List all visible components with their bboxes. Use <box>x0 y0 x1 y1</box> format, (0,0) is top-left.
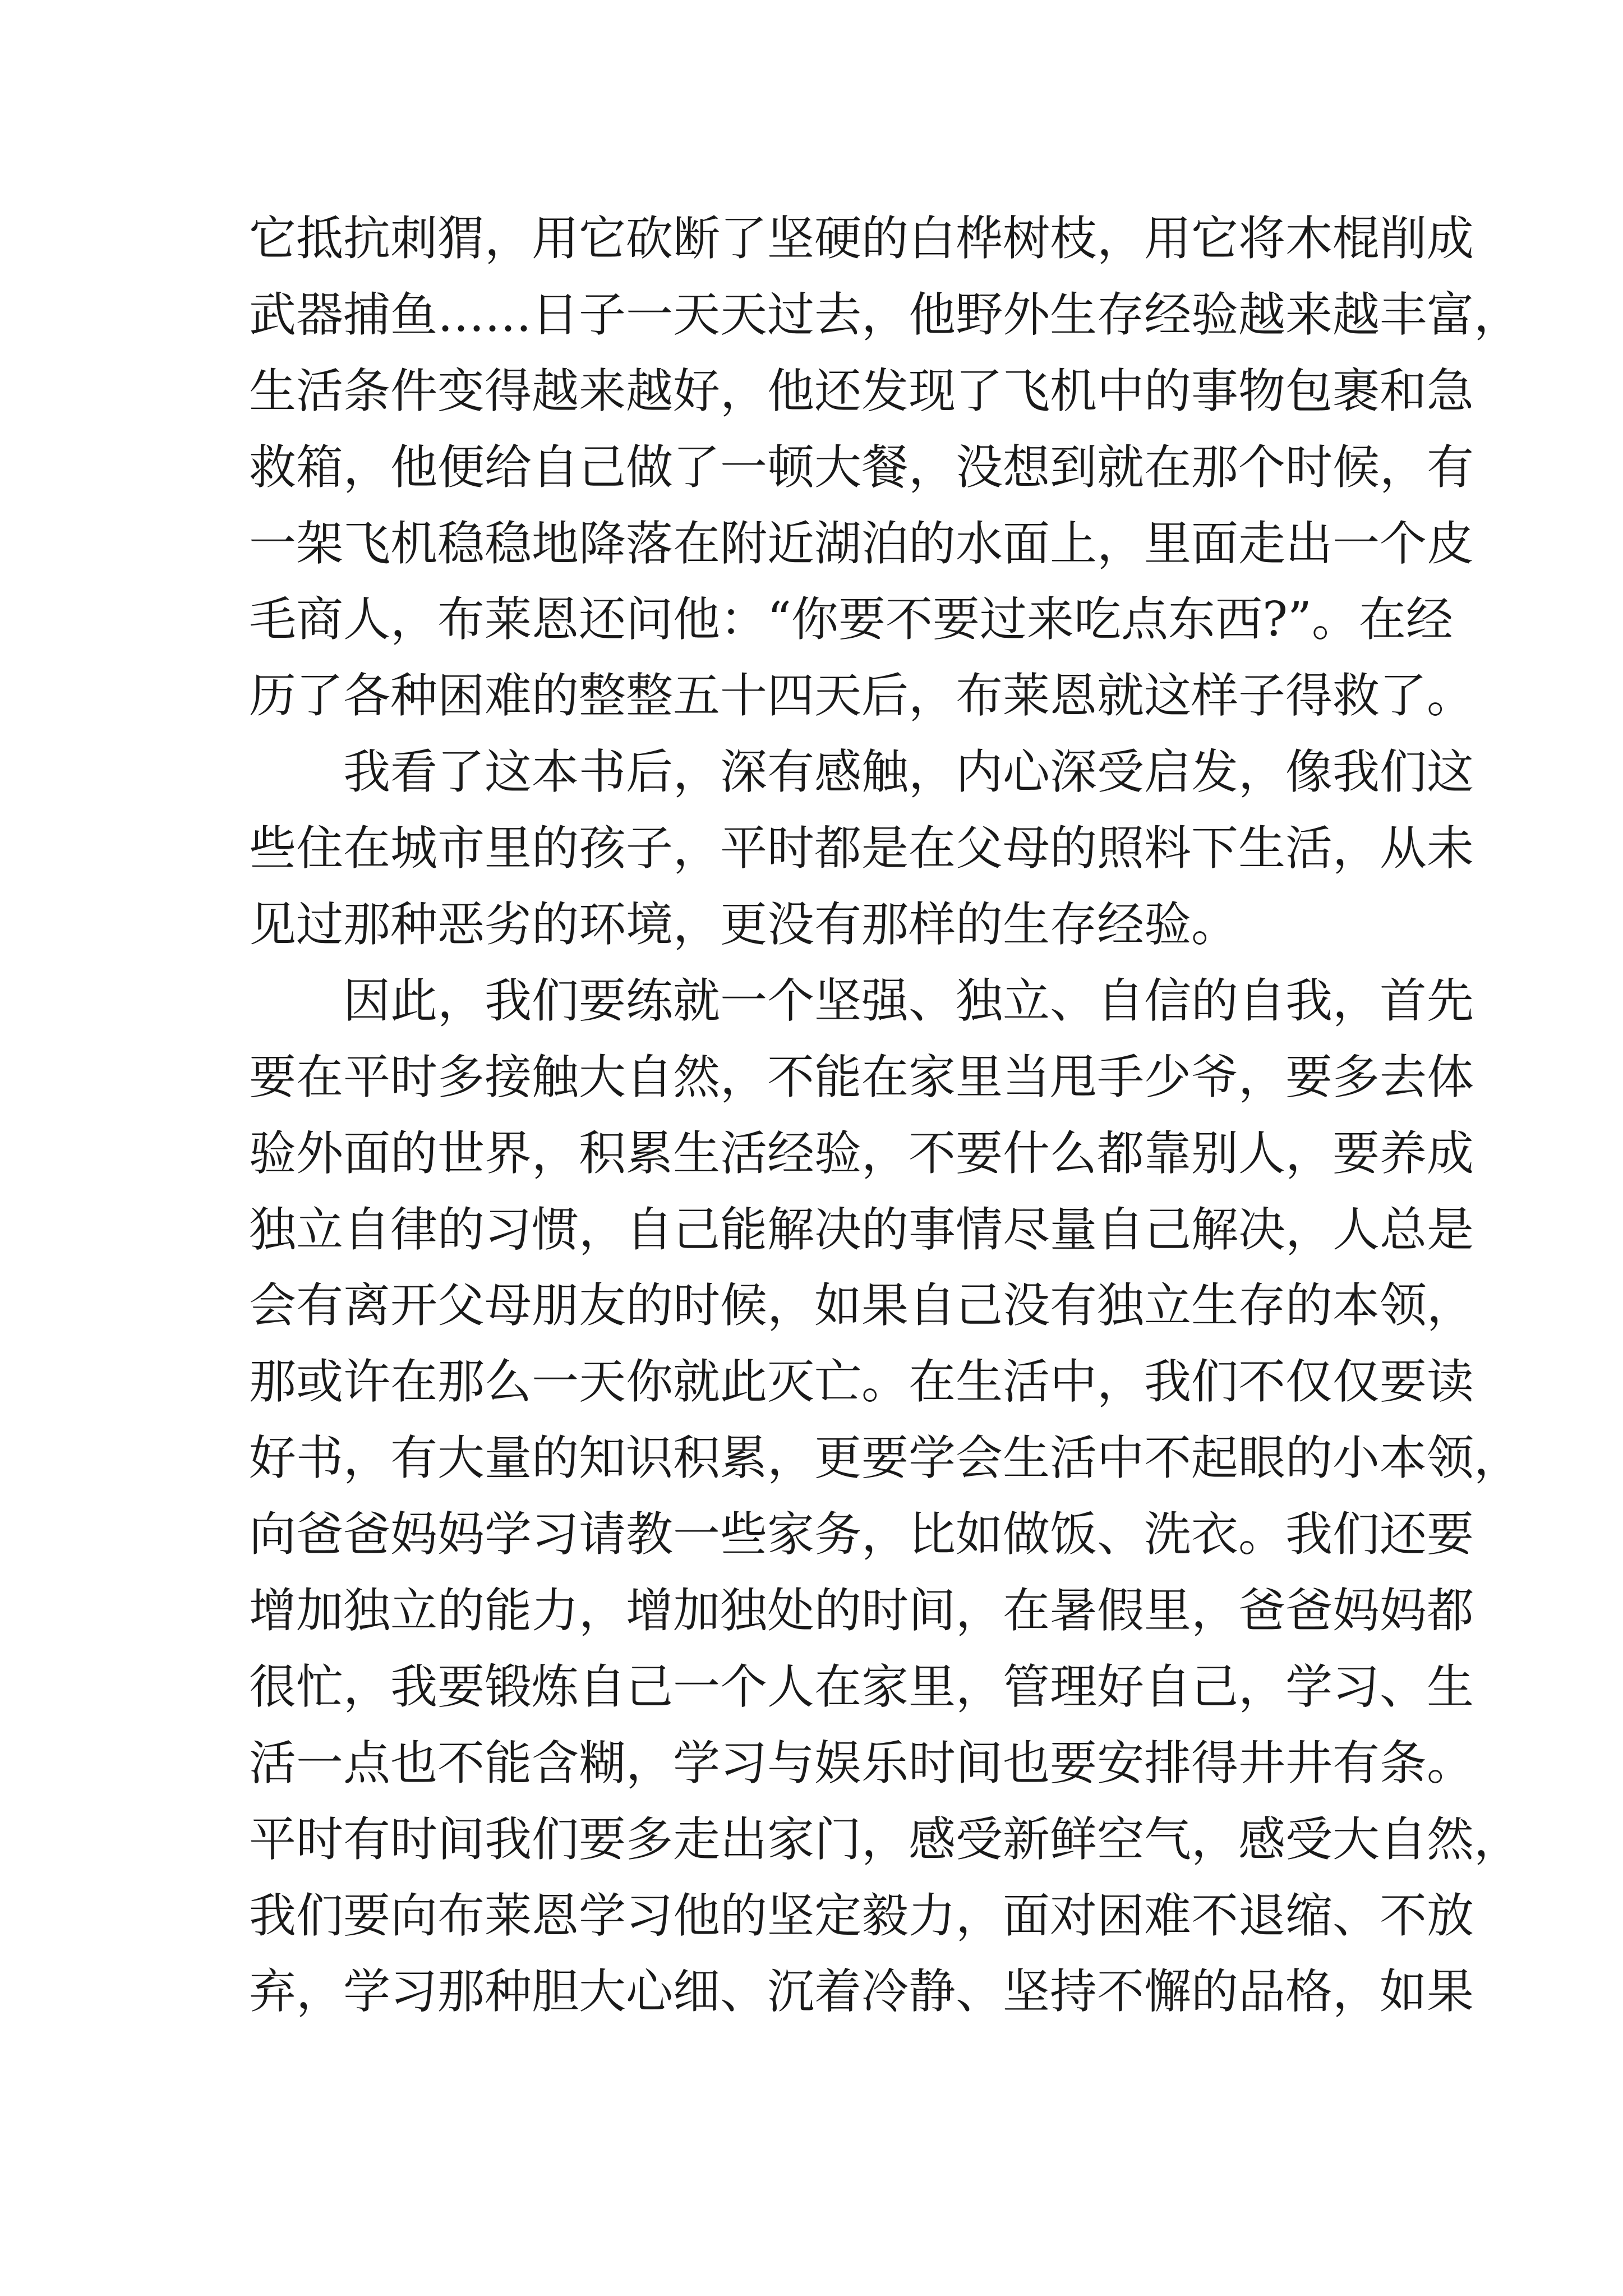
text-line: 向爸爸妈妈学习请教一些家务，比如做饭、洗衣。我们还要 <box>249 1507 1474 1562</box>
body-text <box>249 201 1521 2030</box>
text-line: 些住在城市里的孩子，平时都是在父母的照料下生活，从未 <box>249 821 1474 876</box>
text-line: 救箱，他便给自己做了一顿大餐，没想到就在那个时候，有 <box>249 439 1474 495</box>
text-line: 很忙，我要锻炼自己一个人在家里，管理好自己，学习、生 <box>249 1659 1474 1714</box>
text-line: 我们要向布莱恩学习他的坚定毅力，面对困难不退缩、不放 <box>249 1888 1474 1943</box>
text-line: 验外面的世界，积累生活经验，不要什么都靠别人，要养成 <box>249 1125 1474 1181</box>
text-line-indented: 我看了这本书后，深有感触，内心深受启发，像我们这 <box>343 744 1474 800</box>
text-line: 要在平时多接触大自然，不能在家里当甩手少爷，要多去体 <box>249 1049 1474 1105</box>
text-line: 它抵抗刺猬，用它砍断了坚硬的白桦树枝，用它将木棍削成 <box>249 211 1474 266</box>
text-line: 一架飞机稳稳地降落在附近湖泊的水面上，里面走出一个皮 <box>249 516 1474 571</box>
text-line: 独立自律的习惯，自己能解决的事情尽量自己解决，人总是 <box>249 1202 1474 1257</box>
text-line: 生活条件变得越来越好，他还发现了飞机中的事物包裹和急 <box>249 363 1474 418</box>
text-line: 武器捕鱼……日子一天天过去，他野外生存经验越来越丰富， <box>249 287 1521 342</box>
text-line: 增加独立的能力，增加独处的时间，在暑假里，爸爸妈妈都 <box>249 1583 1474 1639</box>
text-line: 见过那种恶劣的环境，更没有那样的生存经验。 <box>249 897 1239 953</box>
text-line: 平时有时间我们要多走出家门，感受新鲜空气，感受大自然， <box>249 1811 1521 1867</box>
text-line: 会有离开父母朋友的时候，如果自己没有独立生存的本领， <box>249 1278 1474 1333</box>
text-line: 弃，学习那种胆大心细、沉着冷静、坚持不懈的品格，如果 <box>249 1964 1474 2019</box>
text-line: 好书，有大量的知识积累，更要学会生活中不起眼的小本领， <box>249 1430 1521 1486</box>
text-line: 活一点也不能含糊，学习与娱乐时间也要安排得井井有条。 <box>249 1735 1474 1791</box>
text-line: 毛商人，布莱恩还问他：“你要不要过来吃点东西?”。在经 <box>249 592 1453 647</box>
text-line-indented: 因此，我们要练就一个坚强、独立、自信的自我，首先 <box>343 973 1474 1028</box>
text-line: 那或许在那么一天你就此灭亡。在生活中，我们不仅仅要读 <box>249 1354 1474 1410</box>
text-line: 历了各种困难的整整五十四天后，布莱恩就这样子得救了。 <box>249 668 1474 724</box>
